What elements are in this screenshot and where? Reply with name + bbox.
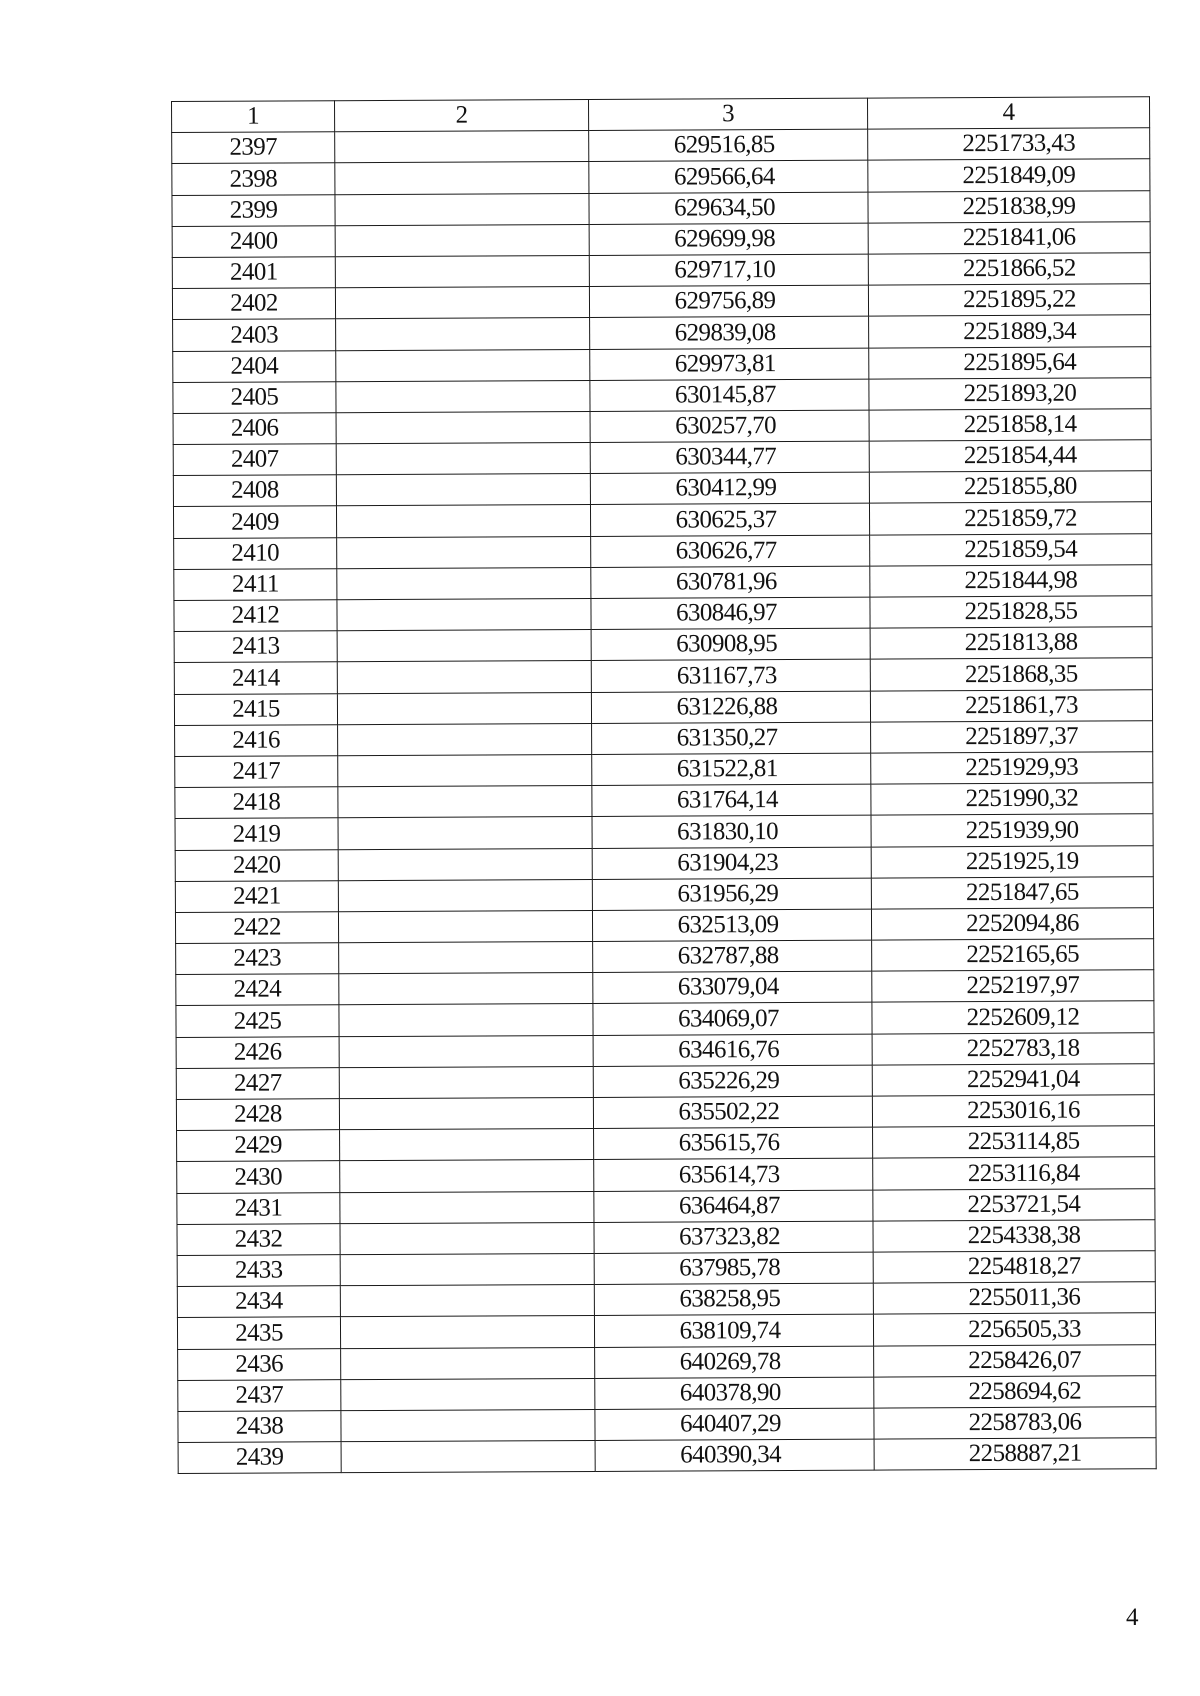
- empty-cell: [340, 1285, 594, 1317]
- x-coordinate-cell: 632787,88: [593, 940, 872, 973]
- point-number-cell: 2406: [173, 413, 336, 445]
- table-row: [174, 689, 1152, 725]
- x-coordinate-cell: 633079,04: [593, 971, 872, 1004]
- y-coordinate-cell: 2251861,73: [870, 689, 1152, 722]
- table-row: [172, 253, 1150, 289]
- y-coordinate-cell: 2251855,80: [869, 471, 1151, 504]
- table-row: [172, 128, 1150, 164]
- y-coordinate-cell: 2251990,32: [871, 783, 1153, 816]
- x-coordinate-cell: 629756,89: [589, 285, 868, 318]
- point-number-cell: 2397: [172, 132, 335, 164]
- y-coordinate-cell: 2254818,27: [873, 1251, 1155, 1284]
- point-number-cell: 2435: [177, 1317, 340, 1349]
- x-coordinate-cell: 635615,76: [594, 1127, 873, 1160]
- y-coordinate-cell: 2251893,20: [869, 377, 1151, 410]
- y-coordinate-cell: 2251733,43: [868, 128, 1150, 161]
- x-coordinate-cell: 631830,10: [592, 815, 871, 848]
- empty-cell: [336, 474, 590, 506]
- y-coordinate-cell: 2258783,06: [874, 1407, 1156, 1440]
- empty-cell: [338, 910, 592, 942]
- table-row: [174, 658, 1152, 694]
- y-coordinate-cell: 2251858,14: [869, 409, 1151, 442]
- x-coordinate-cell: 634616,76: [593, 1034, 872, 1067]
- y-coordinate-cell: 2253116,84: [873, 1157, 1155, 1190]
- table-row: [178, 1407, 1156, 1443]
- x-coordinate-cell: 630781,96: [591, 566, 870, 599]
- point-number-cell: 2438: [178, 1411, 341, 1443]
- empty-cell: [336, 318, 590, 350]
- point-number-cell: 2410: [174, 537, 337, 569]
- empty-cell: [337, 692, 591, 724]
- table-row: [172, 221, 1150, 257]
- empty-cell: [337, 630, 591, 662]
- x-coordinate-cell: 629839,08: [590, 316, 869, 349]
- y-coordinate-cell: 2251847,65: [871, 876, 1153, 909]
- x-coordinate-cell: 630908,95: [591, 628, 870, 661]
- table-header-row: [172, 97, 1150, 133]
- empty-cell: [341, 1378, 595, 1410]
- point-number-cell: 2407: [173, 444, 336, 476]
- empty-cell: [339, 1004, 593, 1036]
- empty-cell: [337, 536, 591, 568]
- x-coordinate-cell: 629717,10: [589, 254, 868, 287]
- y-coordinate-cell: 2251849,09: [868, 159, 1150, 192]
- point-number-cell: 2429: [177, 1130, 340, 1162]
- table-row: [174, 627, 1152, 663]
- point-number-cell: 2399: [172, 194, 335, 226]
- y-coordinate-cell: 2251925,19: [871, 845, 1153, 878]
- column-header-3: 3: [588, 98, 867, 131]
- empty-cell: [339, 1097, 593, 1129]
- empty-cell: [338, 879, 592, 911]
- y-coordinate-cell: 2251866,52: [868, 253, 1150, 286]
- y-coordinate-cell: 2251895,64: [869, 346, 1151, 379]
- empty-cell: [338, 723, 592, 755]
- x-coordinate-cell: 640390,34: [595, 1439, 874, 1472]
- y-coordinate-cell: 2251868,35: [870, 658, 1152, 691]
- point-number-cell: 2401: [172, 257, 335, 289]
- table-row: [176, 1064, 1154, 1100]
- table-row: [178, 1344, 1156, 1380]
- table-row: [173, 471, 1151, 507]
- x-coordinate-cell: 640407,29: [595, 1408, 874, 1441]
- table-row: [177, 1282, 1155, 1318]
- table-row: [174, 565, 1152, 601]
- point-number-cell: 2405: [173, 381, 336, 413]
- empty-cell: [341, 1347, 595, 1379]
- point-number-cell: 2417: [175, 756, 338, 788]
- table-row: [172, 190, 1150, 226]
- point-number-cell: 2437: [178, 1379, 341, 1411]
- point-number-cell: 2411: [174, 569, 337, 601]
- table-row: [173, 315, 1151, 351]
- point-number-cell: 2418: [175, 787, 338, 819]
- table-row: [172, 284, 1150, 320]
- x-coordinate-cell: 634069,07: [593, 1003, 872, 1036]
- empty-cell: [336, 380, 590, 412]
- page-number: 4: [1126, 1604, 1139, 1631]
- table-row: [173, 409, 1151, 445]
- empty-cell: [337, 661, 591, 693]
- empty-cell: [335, 193, 589, 225]
- x-coordinate-cell: 640378,90: [595, 1377, 874, 1410]
- empty-cell: [340, 1191, 594, 1223]
- table-row: [177, 1251, 1155, 1287]
- y-coordinate-cell: 2251841,06: [868, 221, 1150, 254]
- x-coordinate-cell: 635226,29: [593, 1065, 872, 1098]
- point-number-cell: 2408: [173, 475, 336, 507]
- empty-cell: [335, 255, 589, 287]
- x-coordinate-cell: 630846,97: [591, 597, 870, 630]
- column-header-2: 2: [335, 99, 589, 131]
- empty-cell: [341, 1441, 595, 1473]
- x-coordinate-cell: 631167,73: [591, 659, 870, 692]
- point-number-cell: 2427: [176, 1068, 339, 1100]
- table-row: [175, 845, 1153, 881]
- empty-cell: [336, 443, 590, 475]
- x-coordinate-cell: 631904,23: [592, 847, 871, 880]
- point-number-cell: 2430: [177, 1161, 340, 1193]
- table-row: [176, 939, 1154, 975]
- coordinates-table: [171, 96, 1157, 1474]
- empty-cell: [338, 786, 592, 818]
- table-row: [175, 908, 1153, 944]
- table-row: [173, 346, 1151, 382]
- point-number-cell: 2436: [178, 1348, 341, 1380]
- x-coordinate-cell: 630412,99: [590, 472, 869, 505]
- empty-cell: [339, 1066, 593, 1098]
- point-number-cell: 2420: [175, 849, 338, 881]
- empty-cell: [337, 567, 591, 599]
- empty-cell: [339, 942, 593, 974]
- x-coordinate-cell: 631956,29: [592, 878, 871, 911]
- table-row: [175, 814, 1153, 850]
- x-coordinate-cell: 629973,81: [590, 348, 869, 381]
- y-coordinate-cell: 2251895,22: [868, 284, 1150, 317]
- table-row: [173, 502, 1151, 538]
- y-coordinate-cell: 2251844,98: [870, 565, 1152, 598]
- table-row: [174, 596, 1152, 632]
- x-coordinate-cell: 630344,77: [590, 441, 869, 474]
- y-coordinate-cell: 2251929,93: [871, 752, 1153, 785]
- x-coordinate-cell: 631764,14: [592, 784, 871, 817]
- x-coordinate-cell: 631522,81: [592, 753, 871, 786]
- x-coordinate-cell: 635614,73: [594, 1158, 873, 1191]
- empty-cell: [339, 1035, 593, 1067]
- empty-cell: [335, 131, 589, 163]
- empty-cell: [339, 973, 593, 1005]
- table-row: [175, 720, 1153, 756]
- x-coordinate-cell: 629566,64: [589, 160, 868, 193]
- point-number-cell: 2426: [176, 1036, 339, 1068]
- point-number-cell: 2439: [178, 1442, 341, 1474]
- y-coordinate-cell: 2251828,55: [870, 596, 1152, 629]
- table-row: [175, 876, 1153, 912]
- x-coordinate-cell: 631226,88: [591, 691, 870, 724]
- point-number-cell: 2422: [175, 912, 338, 944]
- y-coordinate-cell: 2256505,33: [873, 1313, 1155, 1346]
- table-row: [172, 159, 1150, 195]
- table-row: [177, 1219, 1155, 1255]
- point-number-cell: 2423: [176, 943, 339, 975]
- x-coordinate-cell: 629516,85: [589, 129, 868, 162]
- y-coordinate-cell: 2258887,21: [874, 1438, 1156, 1471]
- y-coordinate-cell: 2251813,88: [870, 627, 1152, 660]
- empty-cell: [338, 848, 592, 880]
- point-number-cell: 2409: [173, 506, 336, 538]
- x-coordinate-cell: 632513,09: [592, 909, 871, 942]
- point-number-cell: 2419: [175, 818, 338, 850]
- table-row: [173, 440, 1151, 476]
- x-coordinate-cell: 630625,37: [590, 504, 869, 537]
- x-coordinate-cell: 631350,27: [592, 722, 871, 755]
- x-coordinate-cell: 638109,74: [594, 1314, 873, 1347]
- point-number-cell: 2400: [172, 225, 335, 257]
- y-coordinate-cell: 2255011,36: [873, 1282, 1155, 1315]
- x-coordinate-cell: 636464,87: [594, 1190, 873, 1223]
- point-number-cell: 2416: [175, 724, 338, 756]
- y-coordinate-cell: 2251897,37: [871, 720, 1153, 753]
- point-number-cell: 2424: [176, 974, 339, 1006]
- y-coordinate-cell: 2252609,12: [872, 1001, 1154, 1034]
- empty-cell: [341, 1409, 595, 1441]
- y-coordinate-cell: 2251889,34: [869, 315, 1151, 348]
- point-number-cell: 2402: [172, 288, 335, 320]
- empty-cell: [340, 1160, 594, 1192]
- point-number-cell: 2434: [177, 1286, 340, 1318]
- y-coordinate-cell: 2258426,07: [874, 1344, 1156, 1377]
- x-coordinate-cell: 637323,82: [594, 1221, 873, 1254]
- table-body: [172, 128, 1157, 1474]
- column-header-1: 1: [172, 101, 335, 133]
- point-number-cell: 2425: [176, 1005, 339, 1037]
- table-row: [176, 1001, 1154, 1037]
- x-coordinate-cell: 629634,50: [589, 192, 868, 225]
- table-row: [178, 1375, 1156, 1411]
- y-coordinate-cell: 2252941,04: [872, 1064, 1154, 1097]
- point-number-cell: 2404: [173, 350, 336, 382]
- y-coordinate-cell: 2252165,65: [872, 939, 1154, 972]
- y-coordinate-cell: 2254338,38: [873, 1219, 1155, 1252]
- x-coordinate-cell: 630257,70: [590, 410, 869, 443]
- point-number-cell: 2412: [174, 600, 337, 632]
- table-row: [177, 1313, 1155, 1349]
- y-coordinate-cell: 2251838,99: [868, 190, 1150, 223]
- empty-cell: [336, 411, 590, 443]
- x-coordinate-cell: 635502,22: [593, 1096, 872, 1129]
- table-row: [175, 752, 1153, 788]
- y-coordinate-cell: 2252783,18: [872, 1032, 1154, 1065]
- point-number-cell: 2433: [177, 1255, 340, 1287]
- y-coordinate-cell: 2253114,85: [873, 1126, 1155, 1159]
- table-row: [176, 1095, 1154, 1131]
- point-number-cell: 2432: [177, 1223, 340, 1255]
- x-coordinate-cell: 638258,95: [594, 1283, 873, 1316]
- y-coordinate-cell: 2251939,90: [871, 814, 1153, 847]
- point-number-cell: 2413: [174, 631, 337, 663]
- empty-cell: [335, 287, 589, 319]
- empty-cell: [340, 1253, 594, 1285]
- empty-cell: [336, 505, 590, 537]
- point-number-cell: 2421: [175, 880, 338, 912]
- y-coordinate-cell: 2258694,62: [874, 1375, 1156, 1408]
- point-number-cell: 2398: [172, 163, 335, 195]
- y-coordinate-cell: 2252094,86: [871, 908, 1153, 941]
- point-number-cell: 2403: [173, 319, 336, 351]
- table-row: [173, 377, 1151, 413]
- x-coordinate-cell: 630626,77: [591, 535, 870, 568]
- x-coordinate-cell: 629699,98: [589, 223, 868, 256]
- column-header-4: 4: [867, 97, 1149, 130]
- table-row: [176, 1032, 1154, 1068]
- empty-cell: [340, 1129, 594, 1161]
- point-number-cell: 2415: [174, 693, 337, 725]
- table-row: [178, 1438, 1156, 1474]
- empty-cell: [335, 162, 589, 194]
- x-coordinate-cell: 637985,78: [594, 1252, 873, 1285]
- y-coordinate-cell: 2251854,44: [869, 440, 1151, 473]
- y-coordinate-cell: 2251859,54: [870, 533, 1152, 566]
- empty-cell: [340, 1222, 594, 1254]
- y-coordinate-cell: 2253016,16: [872, 1095, 1154, 1128]
- point-number-cell: 2431: [177, 1192, 340, 1224]
- table-row: [177, 1157, 1155, 1193]
- table-row: [177, 1126, 1155, 1162]
- y-coordinate-cell: 2252197,97: [872, 970, 1154, 1003]
- point-number-cell: 2428: [176, 1099, 339, 1131]
- empty-cell: [335, 224, 589, 256]
- empty-cell: [338, 817, 592, 849]
- table-row: [177, 1188, 1155, 1224]
- y-coordinate-cell: 2253721,54: [873, 1188, 1155, 1221]
- empty-cell: [336, 349, 590, 381]
- y-coordinate-cell: 2251859,72: [869, 502, 1151, 535]
- empty-cell: [337, 598, 591, 630]
- x-coordinate-cell: 640269,78: [595, 1346, 874, 1379]
- table-row: [175, 783, 1153, 819]
- point-number-cell: 2414: [174, 662, 337, 694]
- empty-cell: [338, 754, 592, 786]
- table-row: [176, 970, 1154, 1006]
- x-coordinate-cell: 630145,87: [590, 379, 869, 412]
- table-row: [174, 533, 1152, 569]
- empty-cell: [340, 1316, 594, 1348]
